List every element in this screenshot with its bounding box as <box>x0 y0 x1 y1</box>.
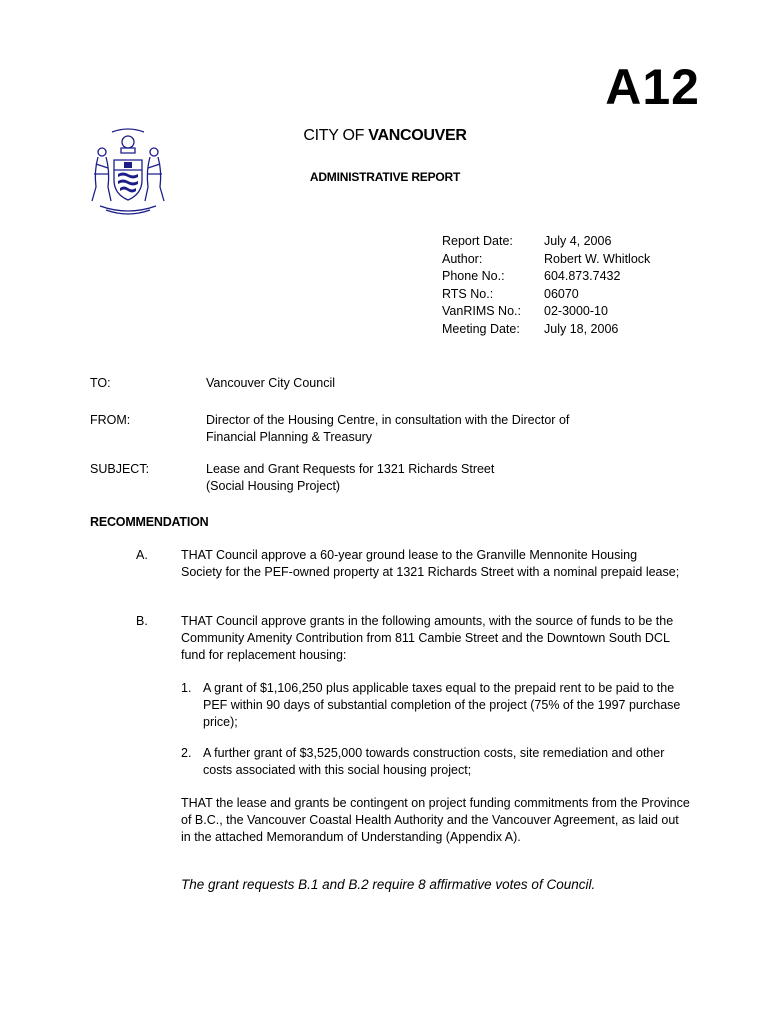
meta-row <box>442 303 650 321</box>
memo-subject-value: Lease and Grant Requests for 1321 Richards Street (Social Housing Project) <box>206 462 495 493</box>
item-text: THAT Council approve a 60-year ground lease to the Granville Mennonite Housing Society for the PEF-owned property at 1321 Richards Street with a nominal prepaid lease; <box>181 548 680 579</box>
sub-item-number: 1. <box>181 681 192 695</box>
memo-subject-label: SUBJECT: <box>90 462 150 476</box>
sub-item-text: A grant of $1,106,250 plus applicable taxes equal to the prepaid rent to be paid to the PEF within 90 days of substantial completion of the project (75% of the 1997 purchase price); <box>203 681 681 729</box>
sub-item-number: 2. <box>181 746 192 760</box>
memo-from-value: Director of the Housing Centre, in consultation with the Director of Financial Planning & Treasury <box>206 413 570 444</box>
meta-row <box>442 321 650 339</box>
meta-key: Report Date: <box>442 234 513 248</box>
item-text: THAT Council approve grants in the following amounts, with the source of funds to be the Community Amenity Contribution from 811 Cambie Street and the Downtown South DCL fund for replacement housing: <box>181 614 674 662</box>
memo-from-label: FROM: <box>90 413 131 427</box>
meta-value: July 18, 2006 <box>544 321 619 336</box>
meta-row <box>442 268 650 286</box>
memo-to-label: TO: <box>90 376 111 390</box>
report-meta-block <box>442 233 650 339</box>
recommendation-heading: RECOMMENDATION <box>90 515 209 529</box>
meta-value: 06070 <box>544 286 579 301</box>
meta-row <box>442 286 650 304</box>
item-letter: B. <box>136 614 148 628</box>
city-title <box>0 127 770 145</box>
meta-value: 604.873.7432 <box>544 269 621 284</box>
meta-value: Robert W. Whitlock <box>544 251 651 266</box>
city-prefix: CITY OF <box>303 127 365 144</box>
meta-key: VanRIMS No.: <box>442 304 521 319</box>
meta-row <box>442 233 650 251</box>
meta-value: July 4, 2006 <box>544 234 612 248</box>
meta-key: Author: <box>442 251 483 266</box>
memo-to-value: Vancouver City Council <box>206 376 335 390</box>
contingent-paragraph: THAT the lease and grants be contingent on project funding commitments from the Province of B.C., the Vancouver Coastal Health Authority and the Vancouver Agreement, as laid out in the attached Memorandum of Understanding (Appendix A). <box>181 796 690 844</box>
meta-key: Phone No.: <box>442 269 505 284</box>
meta-key: Meeting Date: <box>442 321 520 336</box>
sub-item-text: A further grant of $3,525,000 towards construction costs, site remediation and other costs associated with this social housing project; <box>203 746 665 777</box>
document-code: A12 <box>605 59 700 115</box>
meta-key: RTS No.: <box>442 286 494 301</box>
meta-value: 02-3000-10 <box>544 304 608 319</box>
item-letter: A. <box>136 548 148 562</box>
votes-note: The grant requests B.1 and B.2 require 8 affirmative votes of Council. <box>181 877 596 892</box>
city-name: VANCOUVER <box>368 127 467 144</box>
meta-row <box>442 251 650 269</box>
report-type: ADMINISTRATIVE REPORT <box>309 170 461 184</box>
